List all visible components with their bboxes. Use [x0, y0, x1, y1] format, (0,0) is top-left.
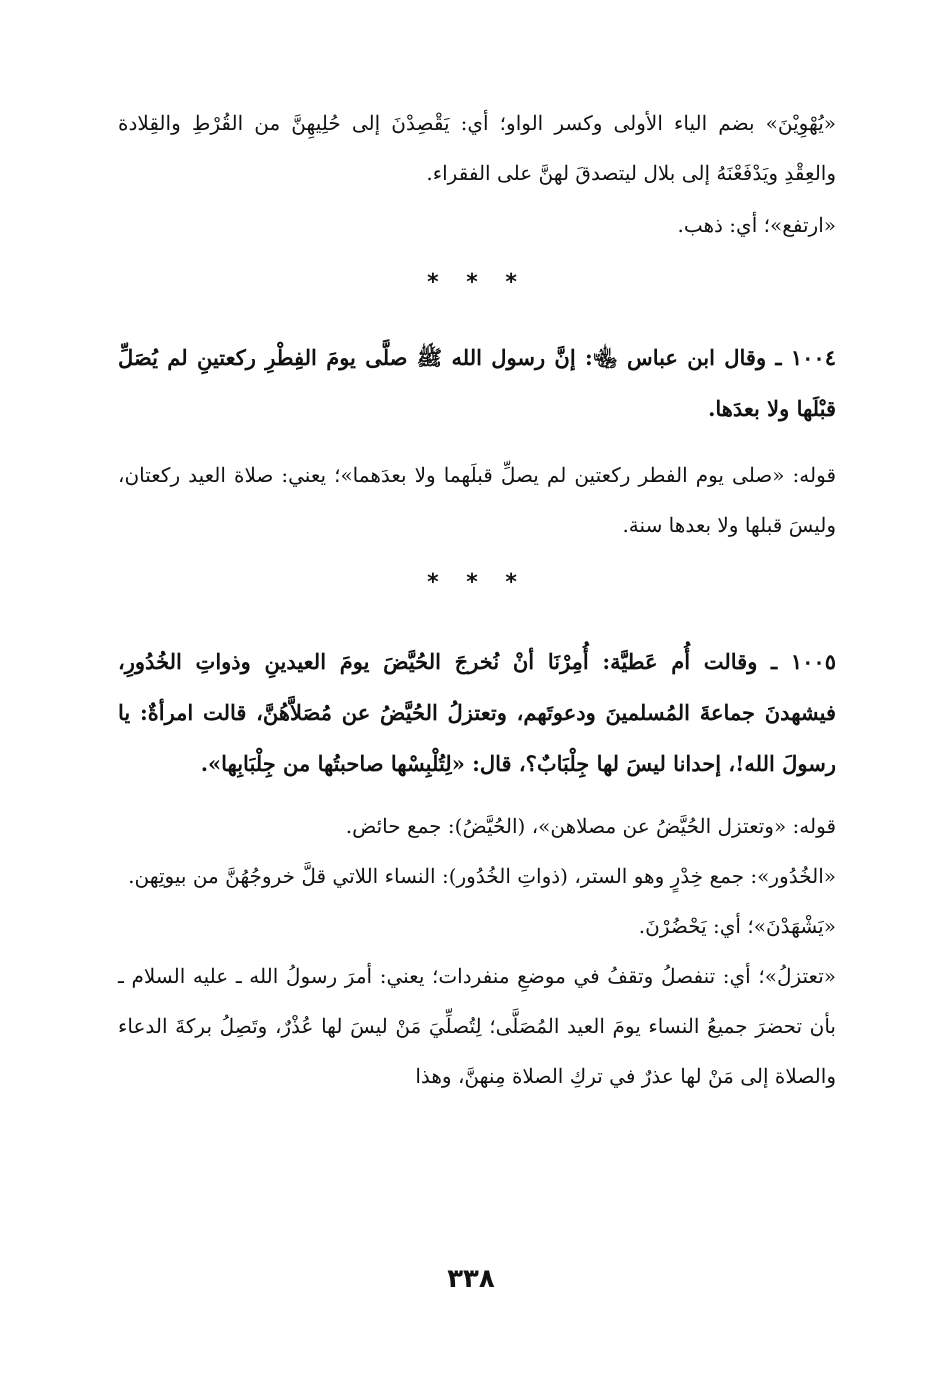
commentary-huyyad: قوله: «وتعتزل الحُيَّضُ عن مصلاهن»، (الحُيَّضُ): جمع حائض.: [345, 814, 836, 838]
commentary-yashhadna: «يَشْهَدْنَ»؛ أي: يَحْضُرْنَ.: [638, 914, 836, 938]
commentary-1004: قوله: «صلى يوم الفطر ركعتين لم يصلِّ قبلَهما ولا بعدَهما»؛ يعني: صلاة العيد ركعتان، وليسَ قبلها ولا بعدها سنة.: [118, 463, 836, 537]
hadith-1005-block: [118, 636, 836, 1101]
section-separator: * * *: [427, 270, 527, 295]
hadith-1004-block: [118, 332, 836, 550]
hadith-1005: ١٠٠٥ ـ وقالت أُم عَطيَّة: أُمِرْنَا أنْ نُخرجَ الحُيَّضَ يومَ العيدينِ وذواتِ الخُدُورِ، فيشهدنَ جماعةَ المُسلمينَ ودعوتَهم، وتعتزلُ الحُيَّضُ عن مُصَلاَّهُنَّ، قالت امرأةٌ: يا رسولَ الله!، إحدانا ليسَ لها جِلْبَابٌ؟، قال: «لِتُلْبِسْها صاحبتُها من جِلْبَابِها».: [118, 649, 836, 776]
commentary-tatazil: «تعتزلُ»؛ أي: تنفصلُ وتقفُ في موضعِ منفردات؛ يعني: أمرَ رسولُ الله ـ عليه السلام ـ بأن تحضرَ جميعُ النساء يومَ العيد المُصَلَّى؛ لِتُصلِّيَ مَنْ ليسَ لها عُذْرٌ، وتَصِلُ بركةَ الدعاء والصلاة إلى مَنْ لها عذرٌ في تركِ الصلاة مِنهنَّ، وهذا: [118, 964, 836, 1088]
hadith-1004: ١٠٠٤ ـ وقال ابن عباس ﵄: إنَّ رسول الله ﷺ صلَّى يومَ الفِطْرِ ركعتينِ لم يُصَلِّ قبْلَها ولا بعدَها.: [118, 345, 836, 421]
commentary-block-1: [118, 98, 836, 250]
page-number: ٣٣٨: [447, 1264, 495, 1294]
commentary-khudur: «الخُدُور»: جمع خِدْرٍ وهو الستر، (ذواتِ الخُدُور): النساء اللاتي قلَّ خروجُهُنَّ من بيوتِهن.: [128, 864, 836, 888]
section-separator: * * *: [427, 570, 527, 595]
commentary-irtafaa: «ارتفع»؛ أي: ذهب.: [677, 213, 836, 237]
commentary-yuhwina: «يُهْوِيْنَ» بضم الياء الأولى وكسر الواو؛ أي: يَقْصِدْنَ إلى حُلِيهِنَّ من القُرْطِ والقِلادة والعِقْدِ ويَدْفَعْنَهُ إلى بلال ليتصدقَ لهنَّ على الفقراء.: [118, 111, 836, 185]
